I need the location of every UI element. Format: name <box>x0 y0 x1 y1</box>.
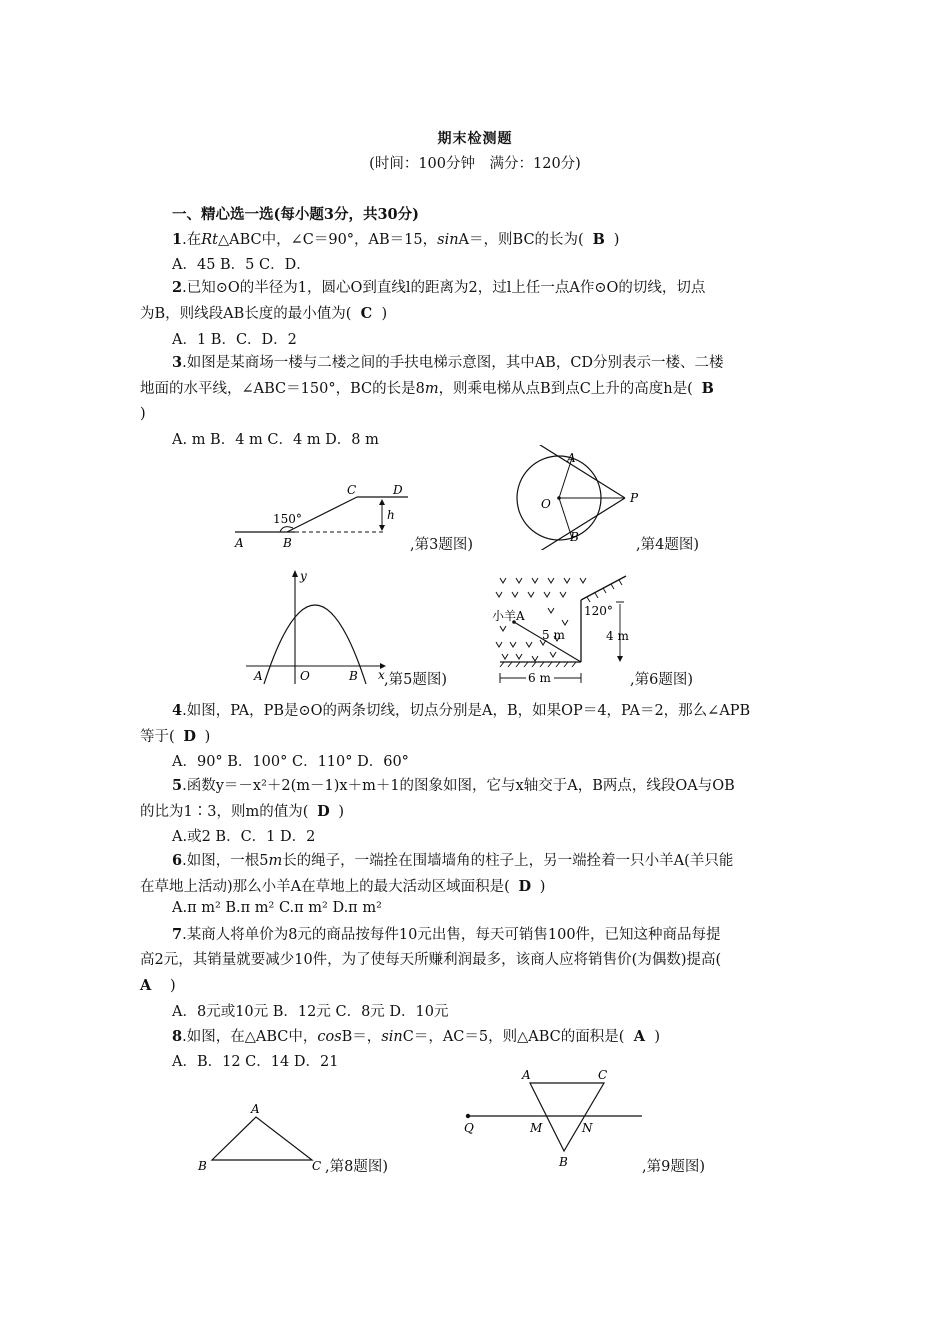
label-angle: 150° <box>273 512 302 526</box>
label-p: P <box>630 491 639 505</box>
figure-3-caption: ,第3题图) <box>410 537 473 553</box>
label-rope: 5 m <box>542 628 565 642</box>
answer: D <box>183 728 196 745</box>
label-a: A <box>567 451 576 465</box>
label-y: y <box>300 569 307 583</box>
question-5-options: A.或2 B．C．1 D．2 <box>172 829 316 845</box>
question-3-options: A. m B．4 m C．4 m D．8 m <box>172 432 379 448</box>
label-d: D <box>393 483 403 497</box>
tangent-pa <box>537 445 625 498</box>
figure-3-escalator <box>225 478 425 553</box>
question-7: 7.某商人将单价为8元的商品按每件10元出售，每天可销售100件，已知这种商品每提 高2元，其销量就要减少10件，为了使每天所赚利润最多，该商人应将销售价(为偶数)提高( A ) <box>140 922 812 999</box>
question-6: 6.如图，一根5m长的绳子，一端拴在围墙墙角的柱子上，另一端拴着一只小羊A(羊只能 在草地上活动)那么小羊A在草地上的最大活动区域面积是( D ) <box>140 848 812 900</box>
question-2: 2.已知⊙O的半径为1，圆心O到直线l的距离为2，过l上任一点A作⊙O的切线，切点 为B，则线段AB长度的最小值为( C ) <box>140 275 812 327</box>
label-c: C <box>312 1159 322 1173</box>
question-2-options: A．1 B．C．D．2 <box>172 332 297 348</box>
question-1-options: A．45 B．5 C．D． <box>172 257 311 273</box>
triangle-abc <box>530 1083 604 1151</box>
answer: C <box>360 305 373 322</box>
figure-4-tangents <box>508 445 643 550</box>
question-4-options: A．90° B．100° C．110° D．60° <box>172 754 409 770</box>
label-o: O <box>541 497 551 511</box>
section-heading: 一、精心选一选(每小题3分，共30分) <box>172 206 419 223</box>
question-1: 1.在Rt△ABC中，∠C＝90°，AB＝15，sinA＝，则BC的长为( B ) <box>172 231 620 248</box>
figure-9-caption: ,第9题图) <box>642 1159 705 1175</box>
label-x: x <box>378 668 385 682</box>
question-4: 4.如图，PA，PB是⊙O的两条切线，切点分别是A，B，如果OP＝4，PA＝2，那么∠APB 等于( D ) <box>140 698 812 750</box>
label-a: A <box>251 1102 260 1116</box>
ground-hatching <box>500 662 576 667</box>
answer: D <box>317 803 330 820</box>
label-b: B <box>349 669 358 683</box>
page-title: 期末检测题 <box>437 131 513 147</box>
label-h: h <box>387 508 395 522</box>
answer: A <box>633 1028 646 1045</box>
label-q: Q <box>464 1121 474 1135</box>
figure-6-grass-field <box>490 570 638 690</box>
answer: B <box>592 231 605 248</box>
figure-5-parabola <box>242 566 390 688</box>
label-height: 4 m <box>606 629 629 643</box>
question-6-options: A.π m² B.π m² C.π m² D.π m² <box>172 900 382 916</box>
label-n: N <box>582 1121 593 1135</box>
label-o: O <box>300 669 310 683</box>
answer: B <box>701 380 714 397</box>
label-a: A <box>522 1068 531 1082</box>
question-5: 5.函数y＝－x²＋2(m－1)x＋m＋1的图象如图，它与x轴交于A，B两点，线段OA与OB 的比为1∶3，则m的值为( D ) <box>140 773 812 825</box>
label-c: C <box>598 1068 608 1082</box>
label-a: A <box>254 669 263 683</box>
figure-9-triangle-line <box>458 1065 648 1175</box>
answer: A <box>140 977 152 994</box>
question-3: 3.如图是某商场一楼与二楼之间的手扶电梯示意图，其中AB，CD分别表示一楼、二楼 地面的水平线，∠ABC＝150°，BC的长是8m，则乘电梯从点B到点C上升的高度h是( B ) <box>140 354 724 422</box>
figure-5-caption: ,第5题图) <box>384 672 447 688</box>
figure-6-caption: ,第6题图) <box>630 672 693 688</box>
figure-4-caption: ,第4题图) <box>636 537 699 553</box>
label-sheep: 小羊A <box>492 609 525 623</box>
label-b: B <box>198 1159 207 1173</box>
label-b: B <box>570 530 579 544</box>
triangle-abc <box>212 1117 312 1160</box>
label-b: B <box>559 1155 568 1169</box>
question-8-options: A．B．12 C．14 D．21 <box>172 1054 339 1070</box>
label-a: A <box>235 536 244 550</box>
figure-8-triangle <box>194 1100 329 1175</box>
label-m: M <box>530 1121 543 1135</box>
question-7-options: A．8元或10元 B．12元 C．8元 D．10元 <box>172 1004 449 1020</box>
question-8: 8.如图，在△ABC中，cosB＝，sinC＝，AC＝5，则△ABC的面积是( A ) <box>172 1028 661 1045</box>
wall-hatching <box>587 580 622 602</box>
label-c: C <box>347 483 357 497</box>
figure-8-caption: ,第8题图) <box>325 1159 388 1175</box>
answer: D <box>518 878 532 895</box>
label-b: B <box>283 536 292 550</box>
exam-time-info: (时间：100分钟 满分：120分) <box>369 156 581 172</box>
label-angle: 120° <box>584 604 613 618</box>
label-width: 6 m <box>528 671 551 685</box>
question-number: 1 <box>172 231 183 248</box>
